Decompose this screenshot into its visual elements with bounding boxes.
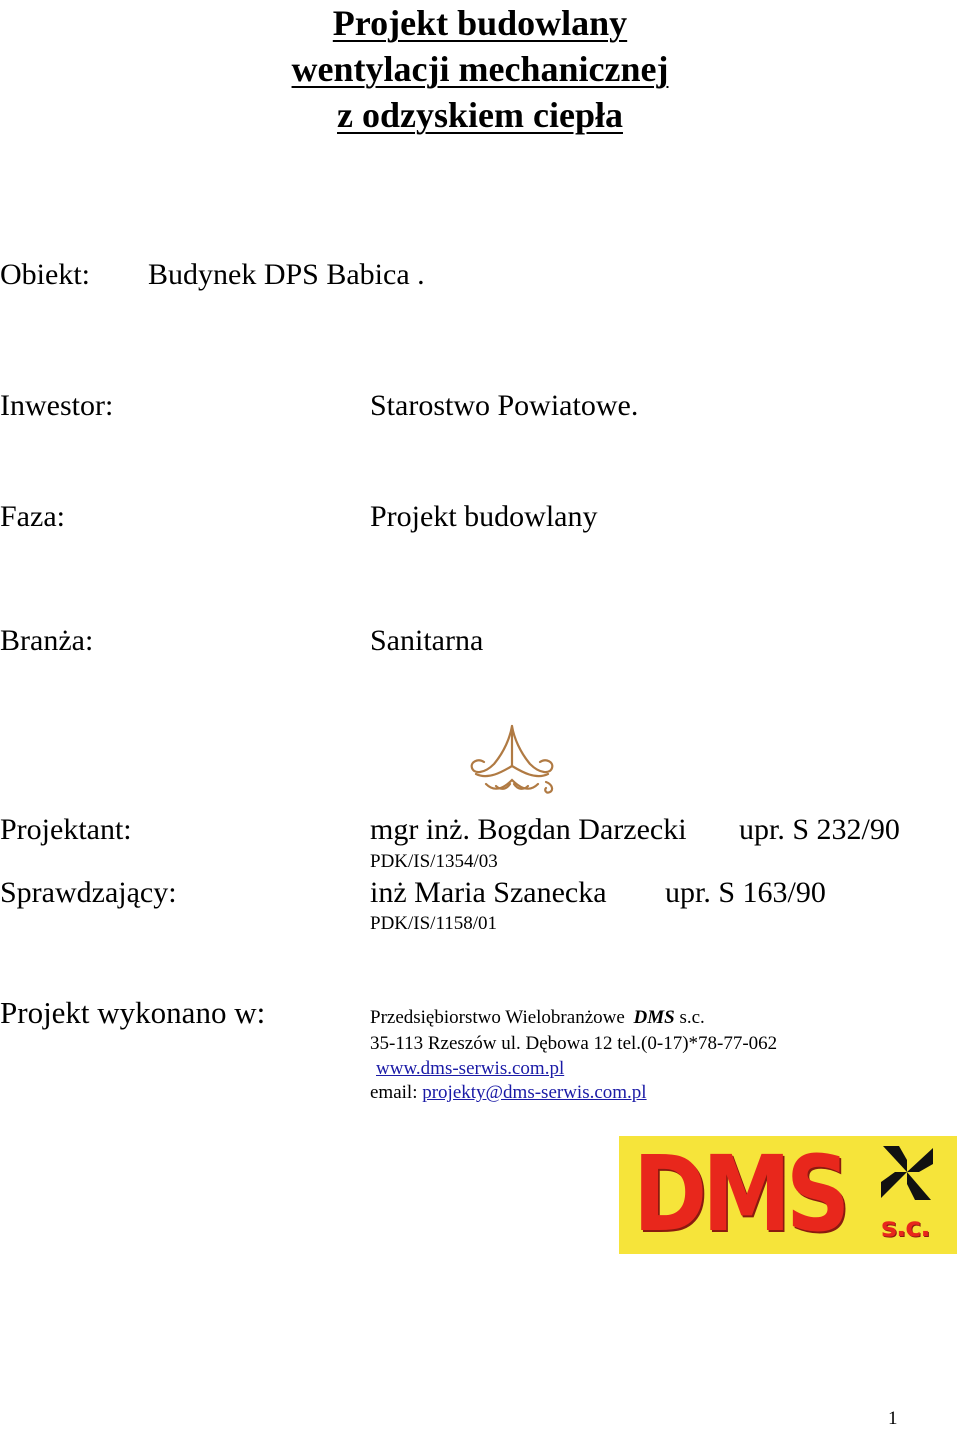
branza-label: Branża: — [0, 624, 94, 657]
wykonawca-label: Projekt wykonano w: — [0, 995, 266, 1030]
email-link[interactable]: projekty@dms-serwis.com.pl — [422, 1082, 647, 1103]
inwestor-label: Inwestor: — [0, 389, 114, 422]
sprawdzajacy-name: inż Maria Szanecka — [370, 876, 607, 909]
sprawdzajacy-license: upr. S 163/90 — [665, 876, 826, 909]
email-label: email: — [370, 1082, 418, 1103]
obiekt-value: Budynek DPS Babica . — [148, 258, 425, 291]
sprawdzajacy-label: Sprawdzający: — [0, 876, 177, 909]
sprawdzajacy-reg: PDK/IS/1158/01 — [370, 913, 498, 934]
flourish-ornament-icon — [466, 722, 558, 798]
projektant-name: mgr inż. Bogdan Darzecki — [370, 813, 687, 846]
projektant-reg: PDK/IS/1354/03 — [370, 851, 498, 872]
company-suffix: s.c. — [679, 1007, 705, 1028]
page-number: 1 — [888, 1408, 898, 1429]
title-line-2: wentylacji mechanicznej — [291, 49, 669, 89]
wykonawca-address: 35-113 Rzeszów ul. Dębowa 12 tel.(0-17)*78-77-062 — [370, 1033, 778, 1054]
dms-logo — [619, 1136, 957, 1254]
company-brand: DMS — [633, 1007, 675, 1028]
faza-value: Projekt budowlany — [370, 500, 598, 533]
obiekt-label: Obiekt: — [0, 258, 90, 291]
branza-value: Sanitarna — [370, 624, 484, 657]
inwestor-value: Starostwo Powiatowe. — [370, 389, 639, 422]
email-line — [370, 1080, 647, 1105]
maltese-cross-icon — [877, 1142, 937, 1204]
faza-label: Faza: — [0, 500, 65, 533]
title-line-1: Projekt budowlany — [332, 3, 628, 43]
wykonawca-company — [370, 1005, 705, 1030]
title-line-3: z odzyskiem ciepła — [337, 95, 623, 135]
projektant-license: upr. S 232/90 — [739, 813, 900, 846]
dms-logo-suffix: s.c. — [881, 1212, 930, 1243]
company-prefix: Przedsiębiorstwo Wielobranżowe — [370, 1007, 625, 1028]
website-link[interactable]: www.dms-serwis.com.pl — [376, 1058, 565, 1079]
projektant-label: Projektant: — [0, 813, 132, 846]
dms-logo-letters: DMS — [633, 1136, 846, 1254]
